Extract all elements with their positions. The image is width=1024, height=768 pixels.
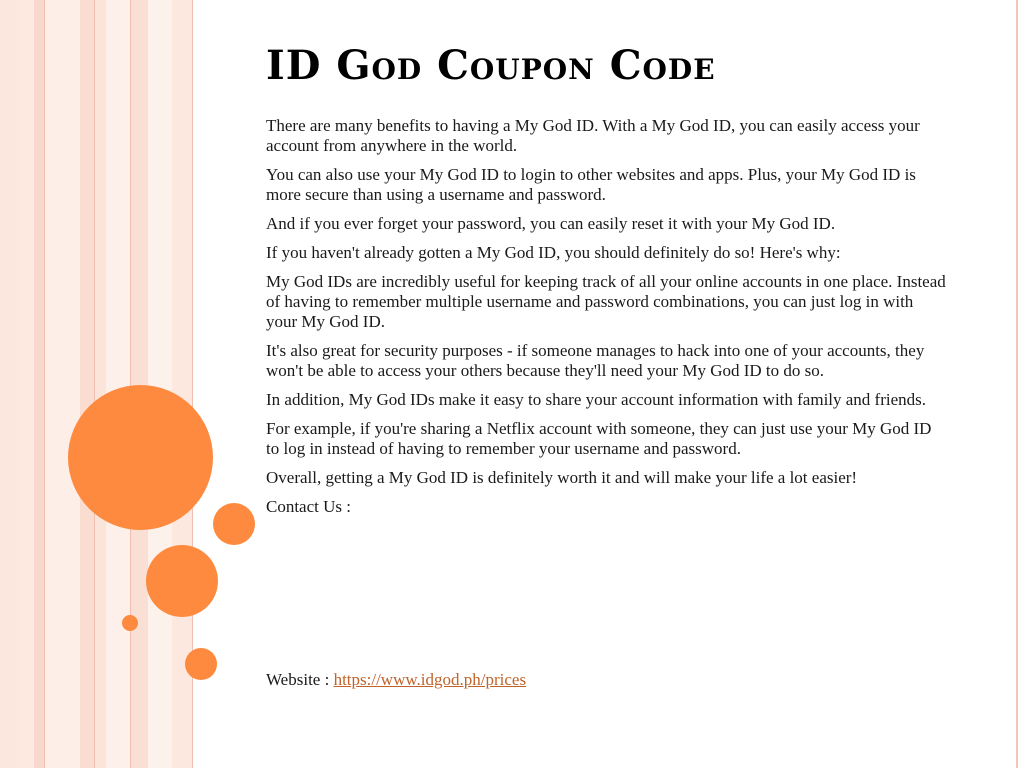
decorative-right-border	[1016, 0, 1018, 768]
paragraph: It's also great for security purposes - if someone manages to hack into one of your accounts, they won't be able to access your others because they'll need your My God ID to do so.	[266, 341, 925, 380]
decorative-circle-small	[213, 503, 255, 545]
paragraph: In addition, My God IDs make it easy to share your account information with family and friends.	[266, 390, 927, 409]
body-text	[266, 116, 946, 526]
decorative-stripe	[130, 0, 148, 768]
website-label: Website :	[266, 670, 334, 689]
decorative-line	[130, 0, 131, 768]
paragraph: If you haven't already gotten a My God ID, you should definitely do so! Here's why:	[266, 243, 841, 262]
decorative-stripe	[0, 0, 20, 768]
decorative-line	[94, 0, 95, 768]
decorative-stripe	[106, 0, 130, 768]
decorative-circle-medium	[146, 545, 218, 617]
page-title: ID God Coupon Code	[266, 42, 716, 89]
decorative-stripe	[94, 0, 106, 768]
decorative-circle-small	[185, 648, 217, 680]
contact-label: Contact Us :	[266, 497, 351, 516]
decorative-circle-tiny	[122, 615, 138, 631]
paragraph: And if you ever forget your password, you can easily reset it with your My God ID.	[266, 214, 836, 233]
paragraph: There are many benefits to having a My God ID. With a My God ID, you can easily access your account from anywhere in the world.	[266, 116, 920, 155]
decorative-stripe	[20, 0, 34, 768]
paragraph: My God IDs are incredibly useful for keeping track of all your online accounts in one place. Instead of having to remember multiple username and password combinations, you can just log in with your My God ID.	[266, 272, 946, 331]
paragraph: You can also use your My God ID to login to other websites and apps. Plus, your My God ID is more secure than using a username and password.	[266, 165, 916, 204]
decorative-stripe	[44, 0, 80, 768]
decorative-stripe	[34, 0, 44, 768]
website-line	[266, 670, 526, 690]
paragraph: Overall, getting a My God ID is definitely worth it and will make your life a lot easier!	[266, 468, 858, 487]
decorative-stripe	[148, 0, 172, 768]
decorative-line	[44, 0, 45, 768]
decorative-circle-large	[68, 385, 213, 530]
decorative-stripe	[80, 0, 94, 768]
paragraph: For example, if you're sharing a Netflix account with someone, they can just use your My God ID to log in instead of having to remember your username and password.	[266, 419, 932, 458]
website-link[interactable]: https://www.idgod.ph/prices	[333, 670, 527, 689]
